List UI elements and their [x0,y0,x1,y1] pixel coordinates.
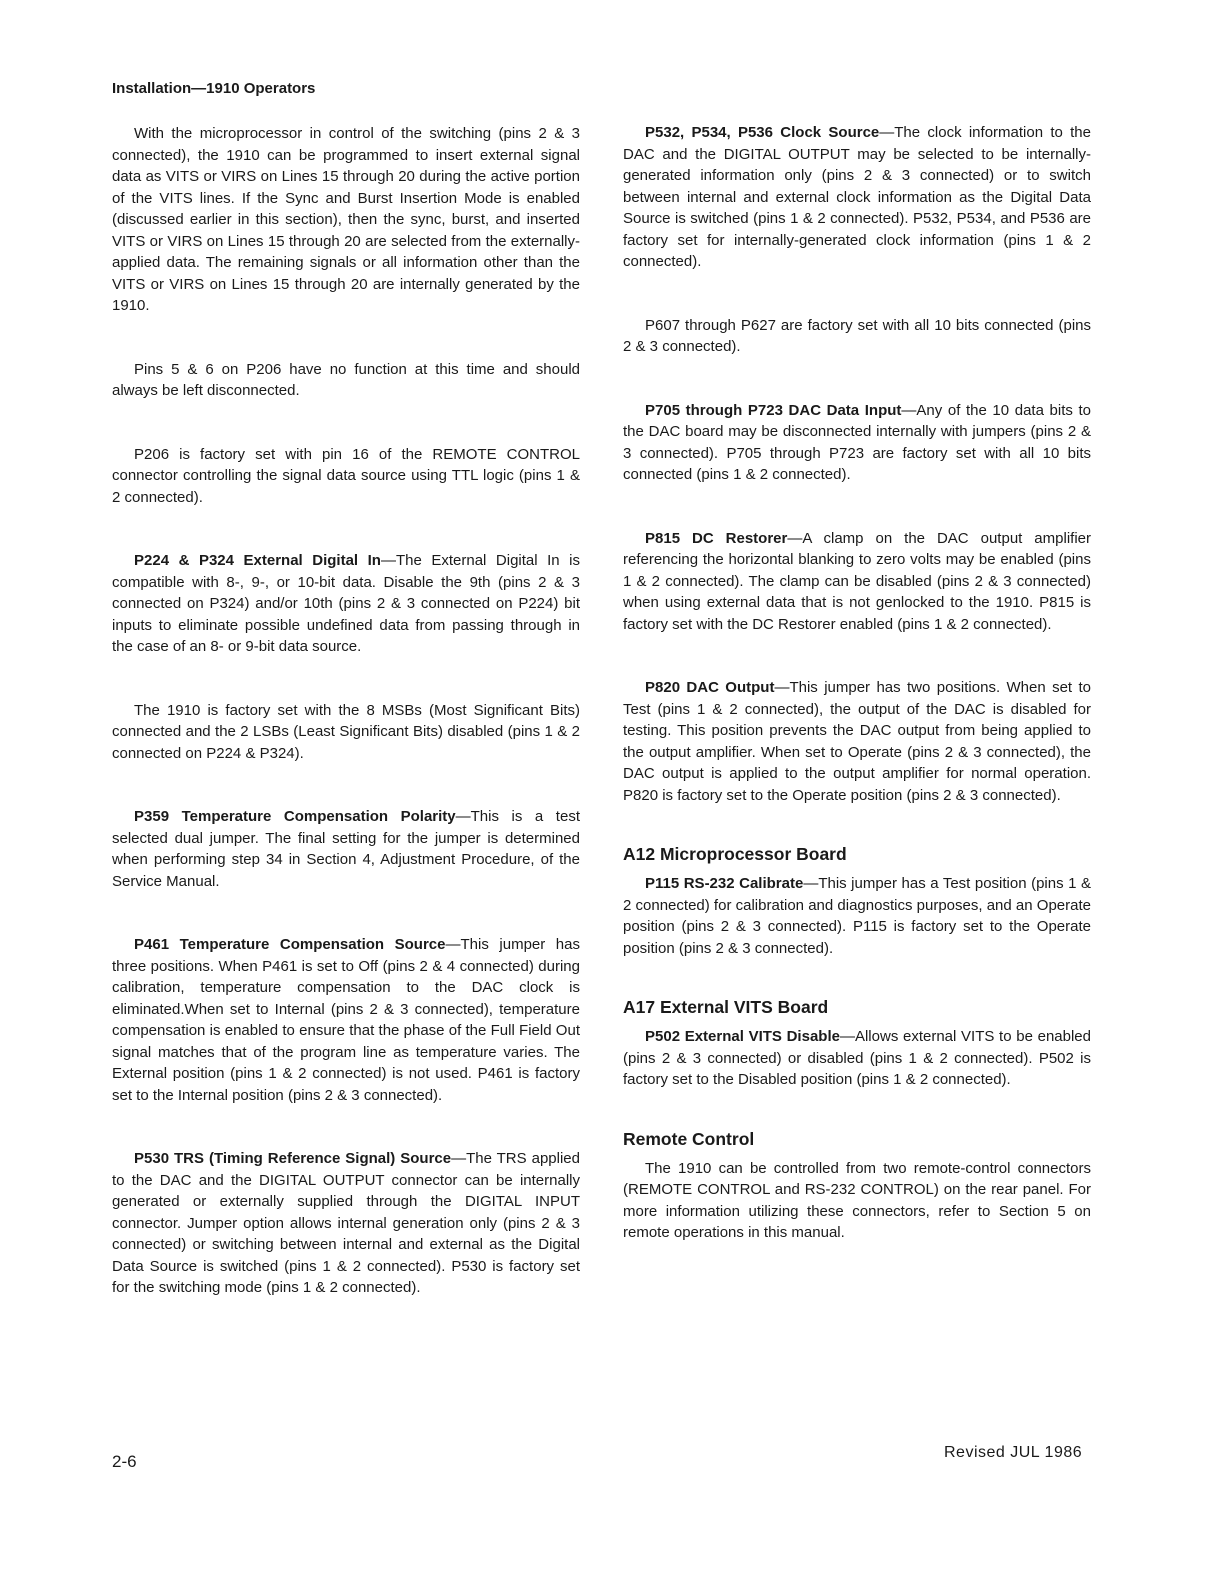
p530-title: P530 TRS (Timing Reference Signal) Source [134,1150,452,1167]
clock-source-body: —The clock information to the DAC and the DIGITAL OUTPUT may be selected to be internally-generated information only (pins 2 & 3 connected) or to switch between internal and external clock information as the Digital Data Source is switched (pins 1 & 2 connected). P532, P534, and P536 are factory set for internally-generated clock information (pins 1 & 2 connected). [623,124,1091,270]
paragraph-p820 [623,677,1091,806]
paragraph-vits-programming: With the microprocessor in control of the switching (pins 2 & 3 connected), the 1910 can be programmed to insert external signal data as VITS or VIRS on Lines 15 through 20 during the active portion of the VITS lines. If the Sync and Burst Insertion Mode is enabled (discussed earlier in this section), then the sync, burst, and inserted VITS or VIRS on Lines 15 through 20 are selected from the externally-applied data. The remaining signals or all information other than the VITS or VIRS on Lines 15 through 20 are internally generated by the 1910. [112,125,580,314]
running-head: Installation—1910 Operators [112,80,316,97]
p359-title: P359 Temperature Compensation Polarity [134,808,456,825]
section-heading-a12: A12 Microprocessor Board [623,844,847,864]
paragraph-p607-p627: P607 through P627 are factory set with all 10 bits connected (pins 2 & 3 connected). [623,316,1091,355]
paragraph-p224-p324 [112,550,580,658]
p815-body: —A clamp on the DAC output amplifier referencing the horizontal blanking to zero volts may be enabled (pins 1 & 2 connected). The clamp can be disabled (pins 2 & 3 connected) when using external data that is not genlocked to the 1910. P815 is factory set with the DC Restorer enabled (pins 1 & 2 connected). [623,529,1091,633]
left-column [112,123,580,1299]
paragraph-p705-p723 [623,400,1091,486]
clock-source-title: P532, P534, P536 Clock Source [645,124,880,141]
page-number: 2-6 [112,1452,137,1471]
revision-date: Revised JUL 1986 [944,1444,1083,1461]
paragraph-msb-lsb: The 1910 is factory set with the 8 MSBs (Most Significant Bits) connected and the 2 LSBs (Least Significant Bits) disabled (pins 1 & 2 connected on P224 & P324). [112,701,580,762]
p502-title: P502 External VITS Disable [645,1028,840,1045]
p461-title: P461 Temperature Compensation Source [134,936,446,953]
paragraph-p115 [623,873,1091,959]
p502-body: —Allows external VITS to be enabled (pins 2 & 3 connected) or disabled (pins 1 & 2 connected). P502 is factory set to the Disabled position (pins 1 & 2 connected). [623,1028,1091,1088]
paragraph-p530 [112,1148,580,1299]
p115-body: —This jumper has a Test position (pins 1 & 2 connected) for calibration and diagnostics purposes, and an Operate position (pins 2 & 3 connected). P115 is factory set to the Operate position (pins 2 & 3 connected). [623,875,1092,957]
p705-p723-title: P705 through P723 DAC Data Input [645,401,902,419]
paragraph-p461 [112,934,580,1106]
p224-p324-title: P224 & P324 External Digital In [134,552,381,569]
p820-body: —This jumper has two positions. When set to Test (pins 1 & 2 connected), the output of the DAC is disabled for testing. This position prevents the DAC output from being applied to the output amplifier. When set to Operate (pins 2 & 3 connected), the DAC output is applied to the output amplifier for normal operation. P820 is factory set to the Operate position (pins 2 & 3 connected). [623,679,1091,804]
section-heading-a17: A17 External VITS Board [623,997,829,1017]
paragraph-p502 [623,1026,1091,1091]
p115-title: P115 RS-232 Calibrate [645,875,804,892]
section-heading-remote-control: Remote Control [623,1128,755,1149]
p705-p723-body: —Any of the 10 data bits to the DAC board may be disconnected internally with jumpers (pins 2 & 3 connected). P705 through P723 are factory set with all 10 bits connected (pins 1 & 2 connected). [623,401,1091,483]
paragraph-pins-5-6: Pins 5 & 6 on P206 have no function at this time and should always be left disconnected. [112,360,580,399]
right-column [623,122,1091,1244]
p359-body: —This is a test selected dual jumper. The final setting for the jumper is determined when performing step 34 in Section 4, Adjustment Procedure, of the Service Manual. [112,808,580,890]
p820-title: P820 DAC Output [645,679,775,696]
paragraph-remote-control: The 1910 can be controlled from two remote-control connectors (REMOTE CONTROL and RS-232 CONTROL) on the rear panel. For more information utilizing these connectors, refer to Section 5 on remote operations in this manual. [623,1159,1091,1241]
paragraph-p359 [112,806,580,892]
paragraph-p815 [623,528,1091,636]
p461-body: —This jumper has three positions. When P461 is set to Off (pins 2 & 4 connected) during calibration, temperature compensation to the DAC clock is eliminated.When set to Internal (pins 2 & 3 connected), temperature compensation is enabled to ensure that the phase of the Full Field Out signal matches that of the program line as temperature varies. The External position (pins 1 & 2 connected) is not used. P461 is factory set to the Internal position (pins 2 & 3 connected). [112,936,580,1104]
paragraph-clock-source [623,122,1091,273]
p224-p324-body: —The External Digital In is compatible with 8-, 9-, or 10-bit data. Disable the 9th (pins 2 & 3 connected on P324) and/or 10th (pins 2 & 3 connected on P224) bit inputs to eliminate possible undefined data from passing through in the case of an 8- or 9-bit data source. [112,552,581,655]
p815-title: P815 DC Restorer [645,529,788,547]
paragraph-p206-factory: P206 is factory set with pin 16 of the REMOTE CONTROL connector controlling the signal data source using TTL logic (pins 1 & 2 connected). [112,445,580,506]
p530-body: —The TRS applied to the DAC and the DIGITAL OUTPUT connector can be internally generated or externally supplied through the DIGITAL INPUT connector. Jumper option allows internal generation only (pins 2 & 3 connected) or switching between internal and external as the Digital Data Source is switched (pins 1 & 2 connected). P530 is factory set for the switching mode (pins 1 & 2 connected). [112,1150,580,1296]
